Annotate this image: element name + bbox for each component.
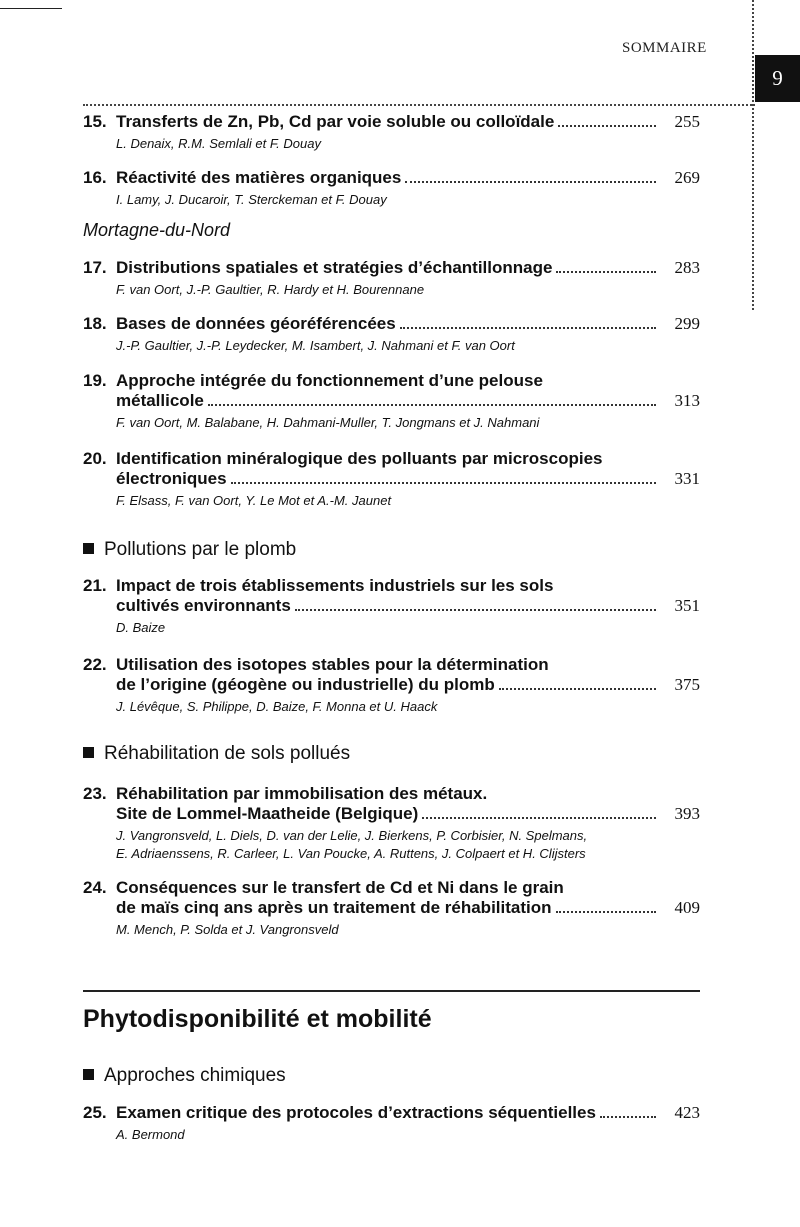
toc-entry-19[interactable] — [83, 371, 700, 432]
entry-title-line-1: Conséquences sur le transfert de Cd et Ni dans le grain — [116, 878, 564, 897]
entry-title-line-1: Identification minéralogique des polluants par microscopies — [116, 449, 603, 468]
toc-entry-23[interactable] — [83, 784, 700, 863]
entry-number: 17. — [83, 258, 107, 277]
section-heading-mortagne: Mortagne-du-Nord — [83, 220, 231, 240]
dot-leader — [558, 125, 656, 127]
entry-page: 299 — [674, 314, 700, 333]
entry-page: 409 — [674, 898, 700, 917]
entry-authors: F. van Oort, J.-P. Gaultier, R. Hardy et H. Bourennane — [116, 282, 425, 297]
entry-page: 269 — [674, 168, 700, 187]
entry-authors: F. Elsass, F. van Oort, Y. Le Mot et A.-M. Jaunet — [116, 493, 392, 508]
entry-authors: J. Vangronsveld, L. Diels, D. van der Lelie, J. Bierkens, P. Corbisier, N. Spelmans, — [116, 828, 588, 843]
entry-title: cultivés environnants — [116, 596, 291, 615]
toc-entry-21[interactable] — [83, 576, 700, 637]
toc-entry-15[interactable] — [83, 112, 700, 153]
entry-page: 393 — [674, 804, 700, 823]
entry-number: 22. — [83, 655, 107, 674]
dot-leader — [556, 271, 656, 273]
entry-number: 18. — [83, 314, 107, 333]
running-header: SOMMAIRE — [622, 40, 707, 56]
entry-authors: A. Bermond — [116, 1127, 185, 1142]
entry-title-line-1: Réhabilitation par immobilisation des métaux. — [116, 784, 488, 803]
page-number-tab: 9 — [755, 55, 800, 102]
part-divider-rule — [83, 990, 700, 992]
entry-authors: F. van Oort, M. Balabane, H. Dahmani-Muller, T. Jongmans et J. Nahmani — [116, 415, 540, 430]
entry-title: électroniques — [116, 469, 227, 488]
entry-title-line-1: Approche intégrée du fonctionnement d’une pelouse — [116, 371, 543, 390]
entry-title: Bases de données géoréférencées — [116, 314, 396, 333]
dot-leader — [208, 404, 656, 406]
entry-authors: M. Mench, P. Solda et J. Vangronsveld — [116, 922, 339, 937]
entry-title-line-1: Impact de trois établissements industriels sur les sols — [116, 576, 554, 595]
toc-entry-17[interactable] — [83, 258, 700, 299]
entry-authors: J.-P. Gaultier, J.-P. Leydecker, M. Isambert, J. Nahmani et F. van Oort — [116, 338, 515, 353]
entry-authors: D. Baize — [116, 620, 166, 635]
toc-entry-24[interactable] — [83, 878, 700, 939]
entry-number: 16. — [83, 168, 107, 187]
square-bullet-icon — [83, 1069, 94, 1080]
entry-number: 20. — [83, 449, 107, 468]
square-bullet-icon — [83, 543, 94, 554]
entry-number: 21. — [83, 576, 107, 595]
entry-authors: J. Lévêque, S. Philippe, D. Baize, F. Monna et U. Haack — [116, 699, 438, 714]
dotted-margin-rule — [752, 0, 754, 310]
entry-page: 375 — [674, 675, 700, 694]
entry-title: Réactivité des matières organiques — [116, 168, 402, 187]
top-rule — [0, 8, 62, 9]
dot-leader — [600, 1116, 656, 1118]
part-title: Phytodisponibilité et mobilité — [83, 1005, 432, 1033]
section-heading-rehabilitation: Réhabilitation de sols pollués — [83, 743, 350, 765]
entry-number: 15. — [83, 112, 107, 131]
square-bullet-icon — [83, 747, 94, 758]
entry-title: Distributions spatiales et stratégies d’échantillonnage — [116, 258, 553, 277]
section-heading-plomb: Pollutions par le plomb — [83, 539, 296, 561]
entry-authors-line-2: E. Adriaenssens, R. Carleer, L. Van Poucke, A. Ruttens, J. Colpaert et H. Clijsters — [116, 846, 586, 861]
entry-title: Examen critique des protocoles d’extractions séquentielles — [116, 1103, 596, 1122]
toc-entry-22[interactable] — [83, 655, 700, 716]
entry-number: 19. — [83, 371, 107, 390]
entry-number: 23. — [83, 784, 107, 803]
toc-entry-16[interactable] — [83, 168, 700, 209]
entry-page: 313 — [674, 391, 700, 410]
dotted-header-rule — [83, 104, 755, 106]
dot-leader — [422, 817, 656, 819]
entry-page: 283 — [674, 258, 700, 277]
dot-leader — [400, 327, 656, 329]
dot-leader — [499, 688, 656, 690]
dot-leader — [231, 482, 656, 484]
entry-authors: L. Denaix, R.M. Semlali et F. Douay — [116, 136, 321, 151]
entry-page: 331 — [674, 469, 700, 488]
entry-title: de l’origine (géogène ou industrielle) du plomb — [116, 675, 495, 694]
entry-authors: I. Lamy, J. Ducaroir, T. Sterckeman et F. Douay — [116, 192, 387, 207]
dot-leader — [405, 181, 656, 183]
entry-page: 423 — [674, 1103, 700, 1122]
entry-title: métallicole — [116, 391, 204, 410]
entry-page: 351 — [674, 596, 700, 615]
toc-entry-25[interactable] — [83, 1103, 700, 1144]
dot-leader — [556, 911, 656, 913]
toc-entry-20[interactable] — [83, 449, 700, 510]
entry-title-line-1: Utilisation des isotopes stables pour la détermination — [116, 655, 549, 674]
entry-title: de maïs cinq ans après un traitement de réhabilitation — [116, 898, 552, 917]
entry-page: 255 — [674, 112, 700, 131]
dot-leader — [295, 609, 656, 611]
entry-number: 25. — [83, 1103, 107, 1122]
toc-entry-18[interactable] — [83, 314, 700, 355]
entry-title: Site de Lommel-Maatheide (Belgique) — [116, 804, 419, 823]
section-heading-chimiques: Approches chimiques — [83, 1065, 286, 1087]
entry-number: 24. — [83, 878, 107, 897]
entry-title: Transferts de Zn, Pb, Cd par voie soluble ou colloïdale — [116, 112, 555, 131]
